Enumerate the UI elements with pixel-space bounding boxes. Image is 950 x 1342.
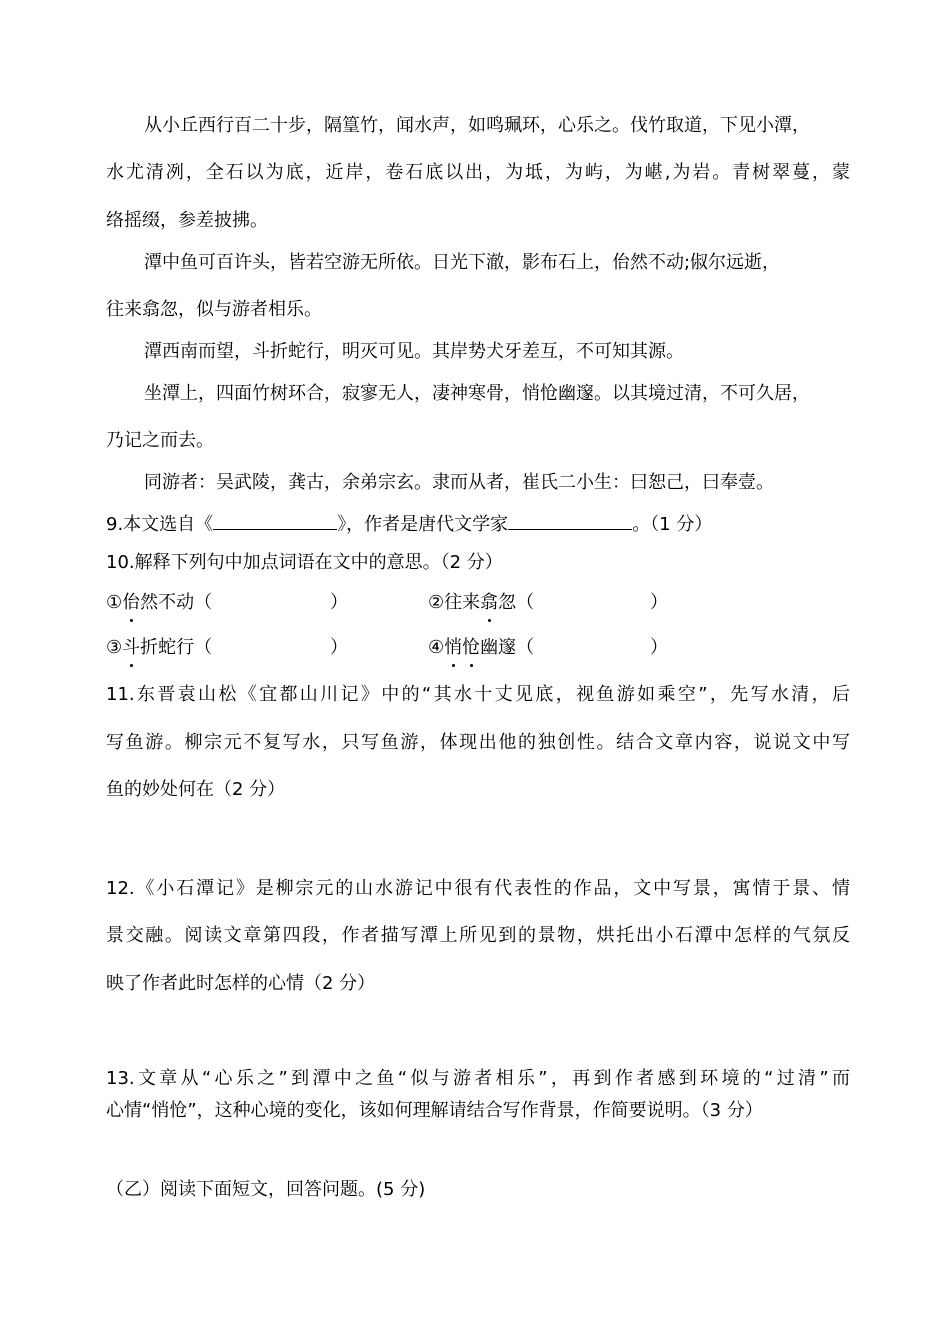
passage-p5-line1: 同游者：吴武陵，龚古，余弟宗玄。隶而从者，崔氏二小生：曰恕己，曰奉壹。 (144, 472, 774, 493)
q10-item-1-number: ① (106, 592, 123, 613)
q10-item-4-number: ④ (428, 637, 445, 658)
passage-p2-line1: 潭中鱼可百许头，皆若空游无所依。日光下澈，影布石上，佁然不动;俶尔远逝， (144, 252, 781, 273)
q10-item-4-text: 幽邃（ (480, 637, 535, 658)
question-13-line2: 心情“悄怆”，这种心境的变化，该如何理解请结合写作背景，作简要说明。（3 分） (106, 1100, 763, 1121)
q10-item-4 (428, 636, 534, 660)
q10-item-1-dotted-word: 佁 (122, 592, 141, 613)
q10-item-4-dotted-word-2: 怆 (462, 637, 481, 658)
question-12-line2: 景交融。阅读文章第四段，作者描写潭上所见到的景物，烘托出小石潭中怎样的气氛反 (106, 925, 850, 946)
q10-item-2-close: ） (650, 592, 668, 613)
passage-p2-line2: 往来翕忽，似与游者相乐。 (106, 299, 322, 320)
q10-item-4-dotted-word-1: 悄 (444, 637, 463, 658)
question-10-stem: 10.解释下列句中加点词语在文中的意思。（2 分） (106, 552, 503, 573)
passage-p1-line2: 水尤清冽，全石以为底，近岸，卷石底以出，为坻，为屿，为嵁,为岩。青树翠蔓，蒙 (106, 162, 850, 183)
q10-item-3-text: 折蛇行（ (140, 637, 213, 658)
passage-p4-line1: 坐潭上，四面竹树环合，寂寥无人，凄神寒骨，悄怆幽邃。以其境过清，不可久居， (144, 383, 810, 404)
q9-blank-author[interactable] (508, 511, 632, 530)
q10-item-3-dotted-word: 斗 (122, 637, 141, 658)
q10-item-1-text: 然不动（ (140, 592, 213, 613)
question-11-line1: 11.东晋袁山松《宜都山川记》中的“其水十丈见底，视鱼游如乘空”，先写水清，后 (106, 684, 850, 705)
question-12-line1: 12.《小石潭记》是柳宗元的山水游记中很有代表性的作品，文中写景，寓情于景、情 (106, 878, 850, 899)
q9-blank-book[interactable] (213, 511, 337, 530)
passage-p3-line1: 潭西南而望，斗折蛇行，明灭可见。其岸势犬牙差互，不可知其源。 (144, 341, 684, 362)
q9-part1: 9.本文选自《 (106, 514, 214, 535)
q10-item-2 (428, 591, 534, 615)
q10-item-2-text: 忽（ (498, 592, 535, 613)
section-b-heading: （乙）阅读下面短文，回答问题。(5 分) (106, 1179, 426, 1200)
q10-item-4-close: ） (650, 637, 668, 658)
q10-item-3 (106, 636, 212, 660)
q10-item-3-number: ③ (106, 637, 123, 658)
question-13-line1: 13.文章从“心乐之”到潭中之鱼“似与游者相乐”，再到作者感到环境的“过清”而 (106, 1068, 850, 1089)
q10-item-1-close: ） (330, 592, 348, 613)
question-11-line2: 写鱼游。柳宗元不复写水，只写鱼游，体现出他的独创性。结合文章内容，说说文中写 (106, 732, 850, 753)
q9-part2: 》，作者是唐代文学家 (337, 514, 509, 535)
passage-p1-line3: 络摇缀，参差披拂。 (106, 210, 268, 231)
q10-item-1 (106, 591, 212, 615)
question-11-line3: 鱼的妙处何在（2 分） (106, 779, 286, 800)
passage-p4-line2: 乃记之而去。 (106, 430, 214, 451)
passage-p1-line1: 从小丘西行百二十步，隔篁竹，闻水声，如鸣珮环，心乐之。伐竹取道，下见小潭， (144, 115, 810, 136)
q10-item-3-close: ） (330, 637, 348, 658)
q9-part3: 。（1 分） (632, 514, 713, 535)
question-9 (106, 511, 712, 537)
q10-item-2-number: ②往来 (428, 592, 481, 613)
q10-item-2-dotted-word: 翕 (480, 592, 499, 613)
question-12-line3: 映了作者此时怎样的心情（2 分） (106, 973, 376, 994)
